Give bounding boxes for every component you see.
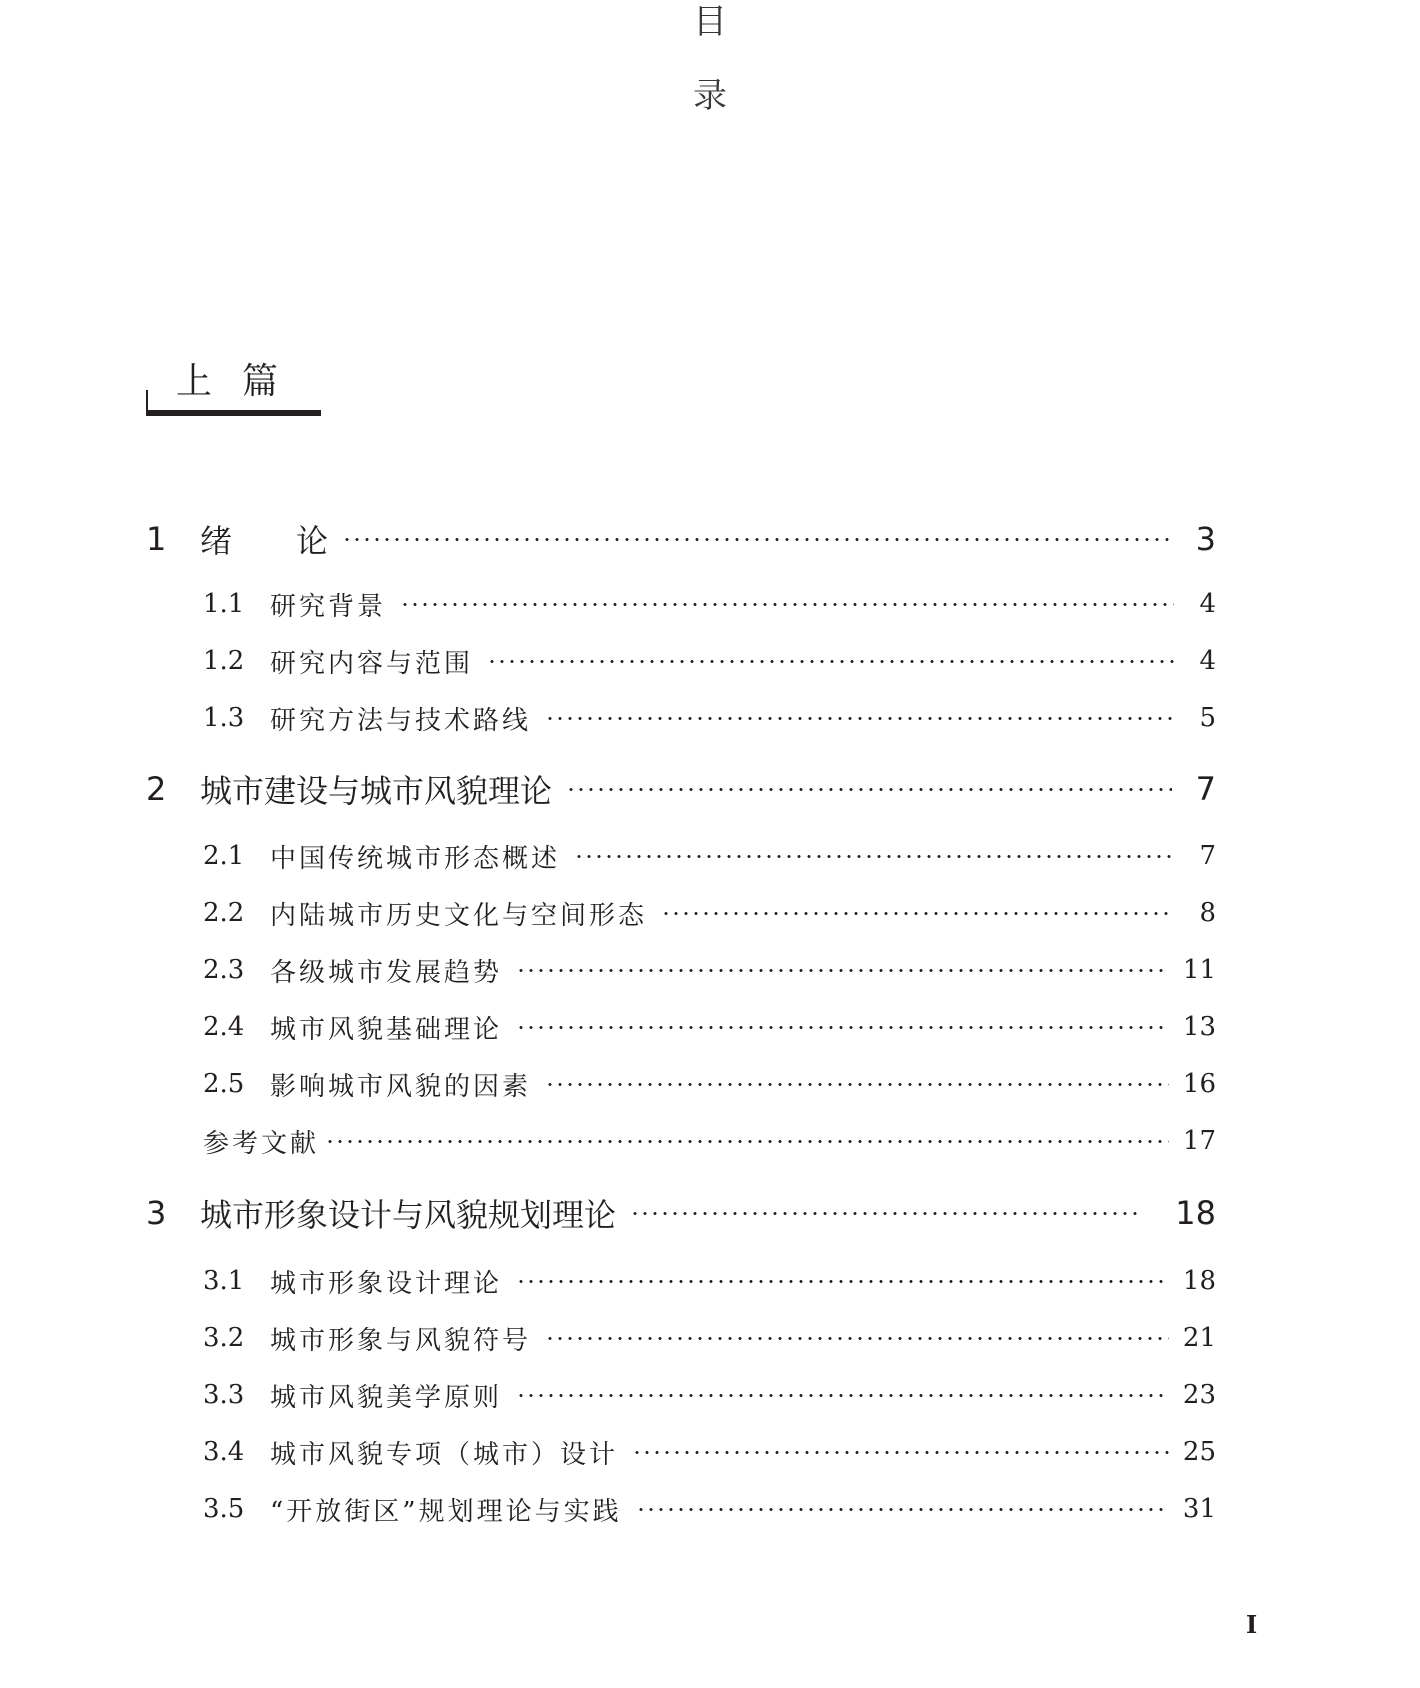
part-heading-rule xyxy=(146,410,321,416)
dot-leader xyxy=(342,538,1172,541)
dot-leader xyxy=(545,1083,1169,1086)
toc-entry-section-3-2[interactable] xyxy=(203,1318,1216,1358)
entry-title: 参考文献 xyxy=(203,1128,320,1159)
toc-entry-section-2-3[interactable] xyxy=(203,950,1216,990)
entry-title: 城市风貌专项（城市）设计 xyxy=(270,1439,619,1470)
entry-number: 3.5 xyxy=(203,1494,245,1524)
toc-entry-section-2-1[interactable] xyxy=(203,836,1216,876)
entry-page-number: 13 xyxy=(1182,1012,1216,1042)
entry-title: “开放街区”规划理论与实践 xyxy=(270,1496,622,1527)
dot-leader xyxy=(566,788,1172,791)
entry-title: 绪 论 xyxy=(200,522,329,560)
entry-page-number: 31 xyxy=(1182,1494,1216,1524)
toc-entry-section-3-1[interactable] xyxy=(203,1261,1216,1301)
entry-title: 研究内容与范围 xyxy=(270,648,474,679)
toc-title-char-2: 录 xyxy=(693,76,727,116)
dot-leader xyxy=(487,660,1174,663)
entry-page-number: 4 xyxy=(1199,646,1216,676)
dot-leader xyxy=(545,1337,1169,1340)
entry-page-number: 18 xyxy=(1182,1266,1216,1296)
entry-number: 2.5 xyxy=(203,1069,245,1099)
dot-leader xyxy=(516,1026,1169,1029)
entry-page-number: 16 xyxy=(1182,1069,1216,1099)
entry-page-number: 21 xyxy=(1182,1323,1216,1353)
entry-page-number: 18 xyxy=(1175,1194,1216,1232)
entry-page-number: 7 xyxy=(1199,841,1216,871)
entry-page-number: 11 xyxy=(1182,955,1216,985)
entry-number: 1.1 xyxy=(203,589,245,619)
part-label: 上篇 xyxy=(176,361,309,402)
entry-title: 城市建设与城市风貌理论 xyxy=(200,772,553,810)
toc-entry-section-2-4[interactable] xyxy=(203,1007,1216,1047)
entry-page-number: 5 xyxy=(1199,703,1216,733)
toc-entry-chapter-1[interactable] xyxy=(146,515,1216,563)
entry-number: 2.2 xyxy=(203,898,245,928)
entry-title: 影响城市风貌的因素 xyxy=(270,1071,532,1102)
entry-title: 各级城市发展趋势 xyxy=(270,957,503,988)
toc-entry-section-1-3[interactable] xyxy=(203,698,1216,738)
entry-number: 2.1 xyxy=(203,841,245,871)
toc-entry-section-1-1[interactable] xyxy=(203,584,1216,624)
entry-title: 城市风貌美学原则 xyxy=(270,1382,503,1413)
entry-page-number: 4 xyxy=(1199,589,1216,619)
entry-number: 3.4 xyxy=(203,1437,245,1467)
toc-entry-section-3-3[interactable] xyxy=(203,1375,1216,1415)
entry-title: 中国传统城市形态概述 xyxy=(270,843,561,874)
dot-leader xyxy=(400,603,1174,606)
dot-leader xyxy=(516,1394,1169,1397)
entry-page-number: 17 xyxy=(1182,1126,1216,1156)
dot-leader xyxy=(636,1508,1169,1511)
dot-leader xyxy=(574,855,1174,858)
entry-number: 1.3 xyxy=(203,703,245,733)
toc-entry-section-1-2[interactable] xyxy=(203,641,1216,681)
dot-leader xyxy=(545,717,1174,720)
entry-title: 城市形象与风貌符号 xyxy=(270,1325,532,1356)
dot-leader xyxy=(516,1280,1169,1283)
toc-entry-chapter-2[interactable] xyxy=(146,765,1216,813)
part-heading-bracket xyxy=(146,390,148,412)
entry-number: 3 xyxy=(146,1194,167,1232)
toc-entry-section-3-4[interactable] xyxy=(203,1432,1216,1472)
entry-number: 1 xyxy=(146,520,167,558)
dot-leader xyxy=(516,969,1169,972)
entry-page-number: 3 xyxy=(1195,520,1216,558)
entry-title: 研究方法与技术路线 xyxy=(270,705,532,736)
toc-title-char-1: 目 xyxy=(693,2,727,42)
toc-entry-references[interactable] xyxy=(203,1121,1216,1161)
entry-title: 城市形象设计与风貌规划理论 xyxy=(200,1196,617,1234)
entry-page-number: 23 xyxy=(1182,1380,1216,1410)
entry-page-number: 25 xyxy=(1182,1437,1216,1467)
footer-page-number: I xyxy=(1246,1610,1258,1639)
entry-number: 1.2 xyxy=(203,646,245,676)
entry-title: 内陆城市历史文化与空间形态 xyxy=(270,900,648,931)
entry-page-number: 8 xyxy=(1199,898,1216,928)
entry-number: 3.2 xyxy=(203,1323,245,1353)
entry-page-number: 7 xyxy=(1195,770,1216,808)
entry-number: 2.4 xyxy=(203,1012,245,1042)
entry-title: 城市形象设计理论 xyxy=(270,1268,503,1299)
entry-number: 3.1 xyxy=(203,1266,245,1296)
dot-leader xyxy=(661,912,1174,915)
toc-entry-chapter-3[interactable] xyxy=(146,1189,1216,1237)
dot-leader xyxy=(630,1212,1141,1215)
toc-entry-section-3-5[interactable] xyxy=(203,1489,1216,1529)
entry-number: 2 xyxy=(146,770,167,808)
entry-number: 2.3 xyxy=(203,955,245,985)
part-heading xyxy=(146,360,321,416)
toc-entry-section-2-2[interactable] xyxy=(203,893,1216,933)
entry-title: 研究背景 xyxy=(270,591,387,622)
entry-title: 城市风貌基础理论 xyxy=(270,1014,503,1045)
entry-number: 3.3 xyxy=(203,1380,245,1410)
dot-leader xyxy=(325,1140,1169,1143)
dot-leader xyxy=(632,1451,1169,1454)
toc-entry-section-2-5[interactable] xyxy=(203,1064,1216,1104)
